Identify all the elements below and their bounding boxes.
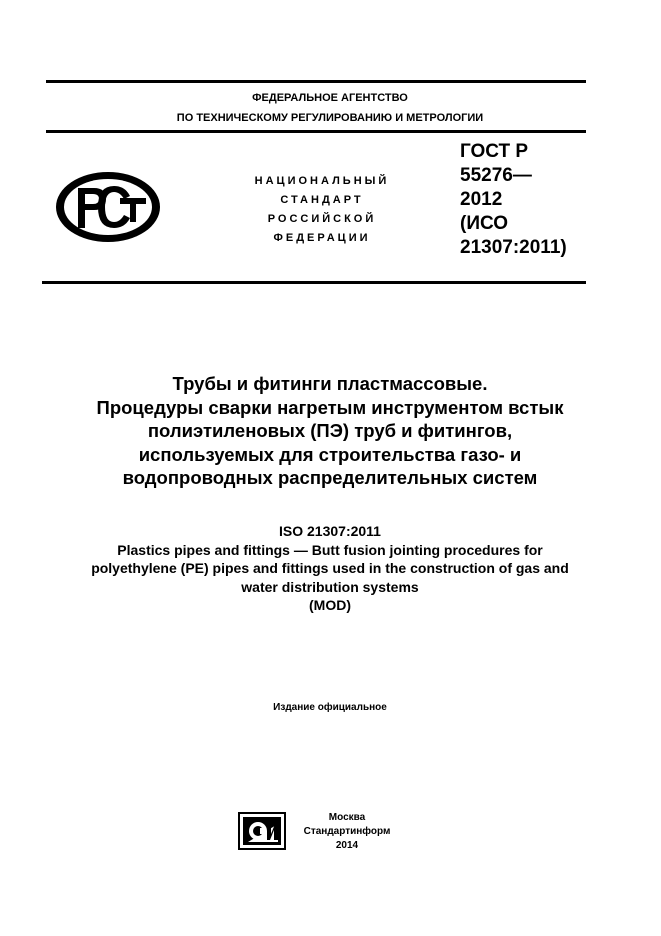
title-line-4: используемых для строительства газо- и	[138, 443, 522, 465]
designation-line-2: 55276—	[460, 165, 532, 186]
top-rule	[46, 80, 586, 83]
designation-line-1: ГОСТ Р	[460, 141, 529, 162]
national-standard-line-3: РОССИЙСКОЙ	[267, 213, 377, 225]
agency-line-2: ПО ТЕХНИЧЕСКОМУ РЕГУЛИРОВАНИЮ И МЕТРОЛОГИИ	[176, 112, 484, 124]
english-title-line-1: Plastics pipes and fittings — Butt fusion jointing procedures for	[117, 541, 543, 558]
iso-number: ISO 21307:2011	[279, 523, 381, 539]
imprint	[292, 811, 402, 853]
national-standard-line-4: ФЕДЕРАЦИИ	[273, 232, 371, 244]
imprint-city: Москва	[328, 812, 366, 823]
english-title-line-3: water distribution systems	[241, 578, 419, 595]
designation-line-5: 21307:2011)	[460, 237, 567, 258]
standard-designation	[460, 140, 600, 260]
imprint-year: 2014	[335, 840, 359, 851]
header-rule	[46, 130, 586, 133]
imprint-publisher: Стандартинформ	[303, 826, 391, 837]
publisher-logo	[238, 812, 288, 852]
title-line-2: Процедуры сварки нагретым инструментом встык	[96, 396, 564, 418]
standartinform-emblem-icon	[238, 812, 288, 852]
iso-reference	[20, 522, 640, 615]
rst-emblem-icon	[54, 170, 162, 244]
english-title-line-2: polyethylene (PE) pipes and fittings used in the construction of gas and	[91, 560, 569, 576]
gost-logo	[54, 170, 162, 244]
designation-line-3: 2012	[460, 189, 503, 210]
national-standard-line-2: СТАНДАРТ	[280, 194, 364, 206]
title-line-1: Трубы и фитинги пластмассовые.	[172, 373, 488, 394]
national-standard-line-1: НАЦИОНАЛЬНЫЙ	[254, 175, 390, 187]
document-title	[30, 372, 630, 490]
agency-line-1: ФЕДЕРАЛЬНОЕ АГЕНТСТВО	[252, 92, 408, 104]
modification-label: (MOD)	[309, 597, 351, 613]
edition-label: Издание официальное	[273, 702, 387, 713]
title-line-5: водопроводных распределительных систем	[122, 467, 538, 488]
designation-line-4: (ИСО	[460, 213, 509, 234]
national-standard-label	[228, 172, 416, 248]
title-line-3: полиэтиленовых (ПЭ) труб и фитингов,	[147, 420, 513, 441]
bottom-header-rule	[42, 281, 586, 284]
